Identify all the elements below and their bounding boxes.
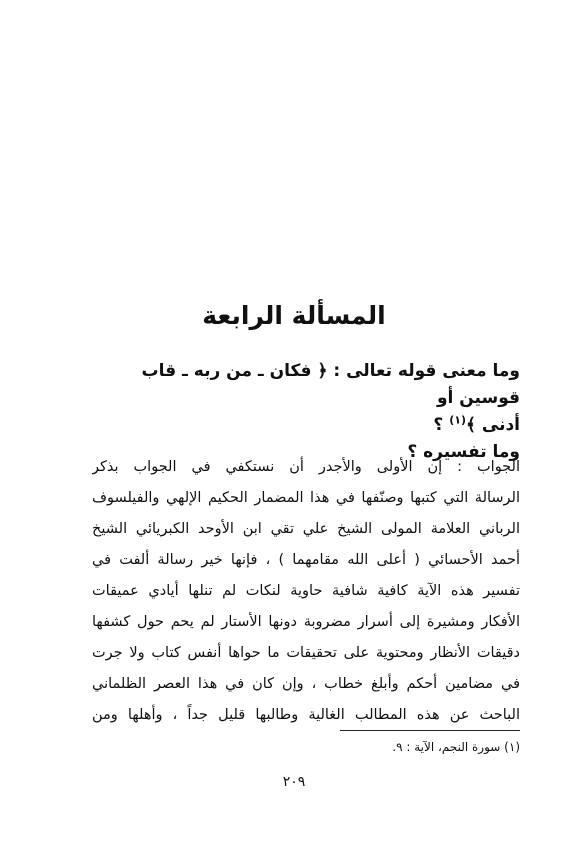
chapter-title: المسألة الرابعة — [202, 301, 386, 330]
text-line: الجواب : إن الأولى والأجدر أن نستكفي في الجواب بذكر — [92, 459, 520, 475]
text-line: الرسالة التي كتبها وصنّفها في هذا المضمار الحكيم الإلهي والفيلسوف — [92, 490, 520, 506]
answer-paragraph — [92, 452, 520, 731]
question-line: وما معنى قوله تعالى : ﴿ فكان ـ من ربه ـ قاب قوسين أو — [141, 361, 520, 408]
text-line: في مضامين أحكم وأبلغ خطاب ، وإن كان في هذا العصر الظلماني — [92, 676, 520, 692]
question-line: وما تفسيره ؟ — [407, 442, 520, 462]
footnote-divider — [340, 730, 520, 731]
text-line: تفسير هذه الآية كافية شافية حاوية لنكات لم تنلها أيادي عميقات — [92, 583, 520, 599]
page-number: ٢٠٩ — [282, 774, 306, 790]
text-line: الرباني العلامة المولى الشيخ علي تقي ابن الأوحد الكبريائي الشيخ — [92, 521, 520, 537]
text-line: أحمد الأحسائي ( أعلى الله مقامهما ) ، فإنها خير رسالة ألفت في — [92, 552, 520, 568]
question-line — [92, 412, 520, 439]
text-line: دقيقات الأنظار ومحتوية على تحقيقات ما حواها أنفس كتاب ولا جرت — [92, 645, 520, 661]
text-line: الأفكار ومشيرة إلى أسرار مضروبة دونها الأستار لم يحم حول كشفها — [92, 614, 520, 630]
question-line-text: أدنى ﴾ — [465, 415, 520, 435]
footnote-reference: (١) — [449, 413, 466, 427]
footnote: (١) سورة النجم، الآية : ٩. — [392, 740, 520, 754]
question-mark: ؟ — [433, 415, 450, 435]
text-line: الباحث عن هذه المطالب الغالية وطالبها قليل جداً ، وأهلها ومن — [92, 707, 520, 723]
question-block — [92, 358, 520, 466]
